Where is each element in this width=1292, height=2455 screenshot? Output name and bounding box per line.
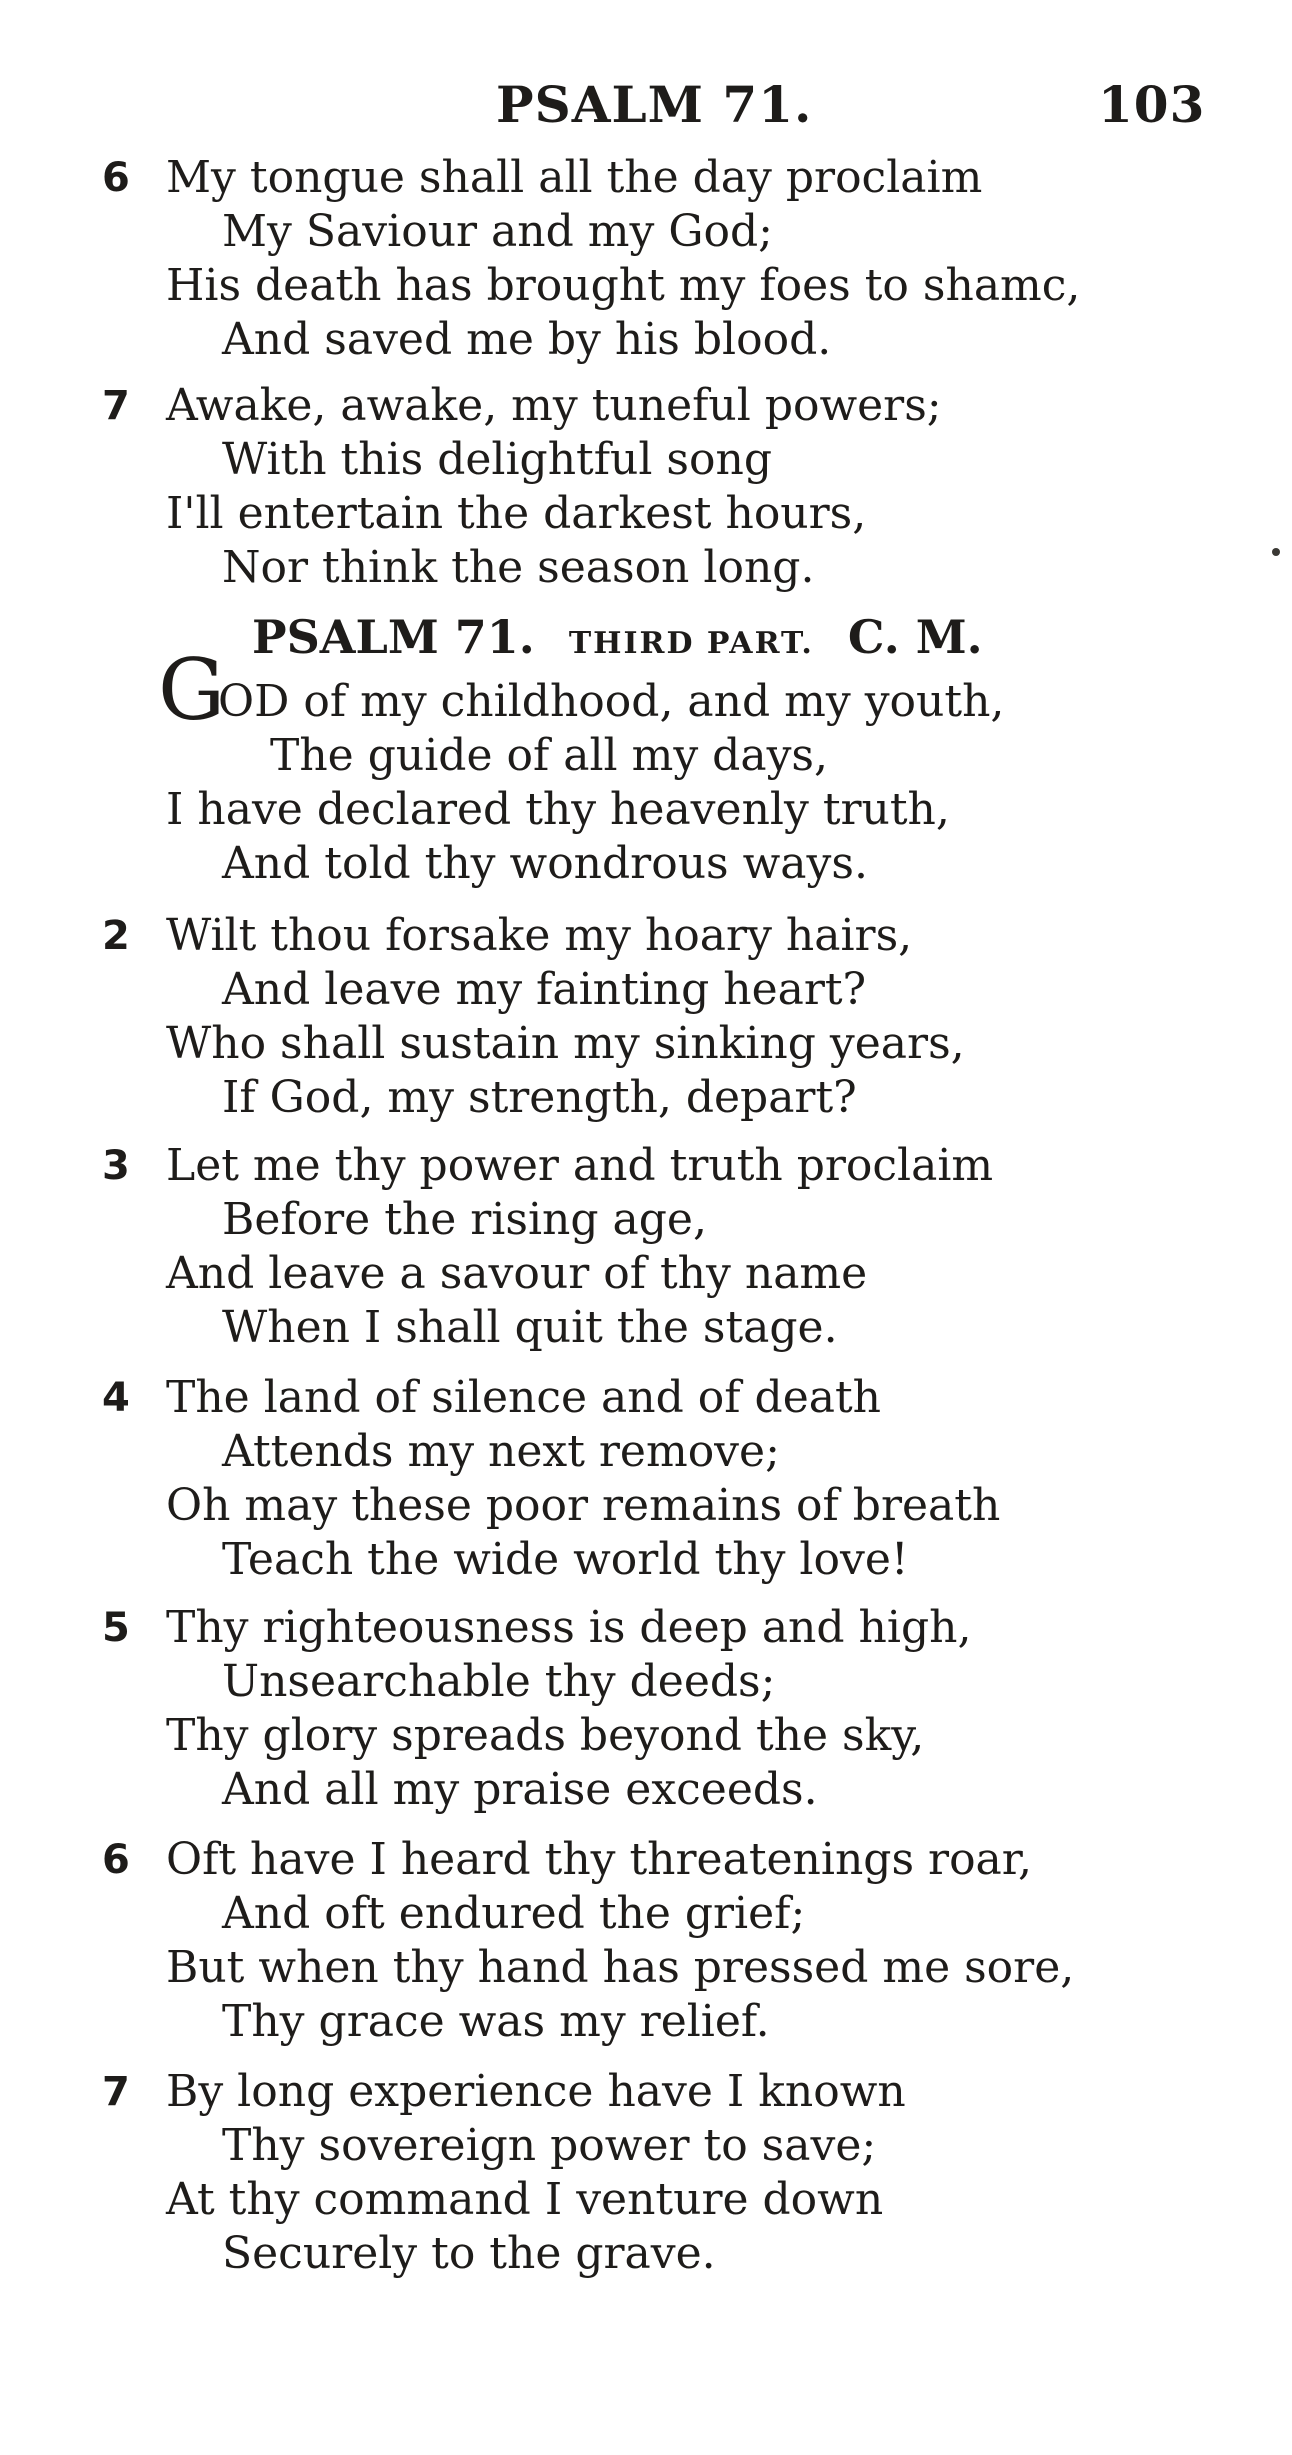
verse-line: Attends my next remove; xyxy=(222,1426,780,1477)
verse-number: 5 xyxy=(102,1605,130,1651)
verse-line: Before the rising age, xyxy=(222,1194,707,1245)
section-meter: C. M. xyxy=(847,610,983,664)
verse-line: But when thy hand has pressed me sore, xyxy=(166,1942,1075,1993)
verse-line: My Saviour and my God; xyxy=(222,206,773,257)
verse-line: At thy command I venture down xyxy=(166,2174,884,2225)
verse-line: And leave my fainting heart? xyxy=(222,964,867,1015)
verse-number: 7 xyxy=(102,383,130,429)
verse-line: Oft have I heard thy threatenings roar, xyxy=(166,1834,1032,1885)
verse-line: Oh may these poor remains of breath xyxy=(166,1480,1001,1531)
verse-number: 3 xyxy=(102,1143,130,1189)
verse-line: And oft endured the grief; xyxy=(222,1888,806,1939)
verse-line: If God, my strength, depart? xyxy=(222,1072,857,1123)
verse-line: Thy grace was my relief. xyxy=(222,1996,770,2047)
verse-line: And saved me by his blood. xyxy=(222,314,832,365)
verse-line: Awake, awake, my tuneful powers; xyxy=(166,380,942,431)
verse-line: By long experience have I known xyxy=(166,2066,906,2117)
verse-line: My tongue shall all the day proclaim xyxy=(166,152,983,203)
page-header-title: PSALM 71. xyxy=(496,75,813,134)
section-title: PSALM 71. xyxy=(252,610,535,664)
section-part: THIRD PART. xyxy=(568,626,814,661)
section-heading xyxy=(252,610,983,664)
page-number: 103 xyxy=(1098,75,1206,134)
verse-line: His death has brought my foes to shamc, xyxy=(166,260,1081,311)
verse-number: 4 xyxy=(102,1375,130,1421)
verse-line: Who shall sustain my sinking years, xyxy=(166,1018,965,1069)
verse-line: I'll entertain the darkest hours, xyxy=(166,488,867,539)
drop-cap: G xyxy=(158,641,226,739)
verse-line: Unsearchable thy deeds; xyxy=(222,1656,776,1707)
verse-line: And leave a savour of thy name xyxy=(166,1248,868,1299)
verse-line: Let me thy power and truth proclaim xyxy=(166,1140,994,1191)
verse-line: Teach the wide world thy love! xyxy=(222,1534,909,1585)
verse-line: Thy righteousness is deep and high, xyxy=(166,1602,972,1653)
verse-line: OD of my childhood, and my youth, xyxy=(218,676,1005,727)
verse-line: Securely to the grave. xyxy=(222,2228,716,2279)
verse-line: When I shall quit the stage. xyxy=(222,1302,838,1353)
verse-number: 6 xyxy=(102,155,130,201)
verse-line: And all my praise exceeds. xyxy=(222,1764,818,1815)
verse-line: The land of silence and of death xyxy=(166,1372,881,1423)
verse-line: Nor think the season long. xyxy=(222,542,815,593)
verse-number: 6 xyxy=(102,1837,130,1883)
verse-line: Thy sovereign power to save; xyxy=(222,2120,877,2171)
ink-speck xyxy=(1272,548,1280,556)
verse-number: 2 xyxy=(102,913,130,959)
verse-line: With this delightful song xyxy=(222,434,772,485)
verse-line: The guide of all my days, xyxy=(270,730,828,781)
verse-number: 7 xyxy=(102,2069,130,2115)
verse-line: Wilt thou forsake my hoary hairs, xyxy=(166,910,913,961)
verse-line: I have declared thy heavenly truth, xyxy=(166,784,950,835)
verse-line: And told thy wondrous ways. xyxy=(222,838,868,889)
verse-line: Thy glory spreads beyond the sky, xyxy=(166,1710,925,1761)
